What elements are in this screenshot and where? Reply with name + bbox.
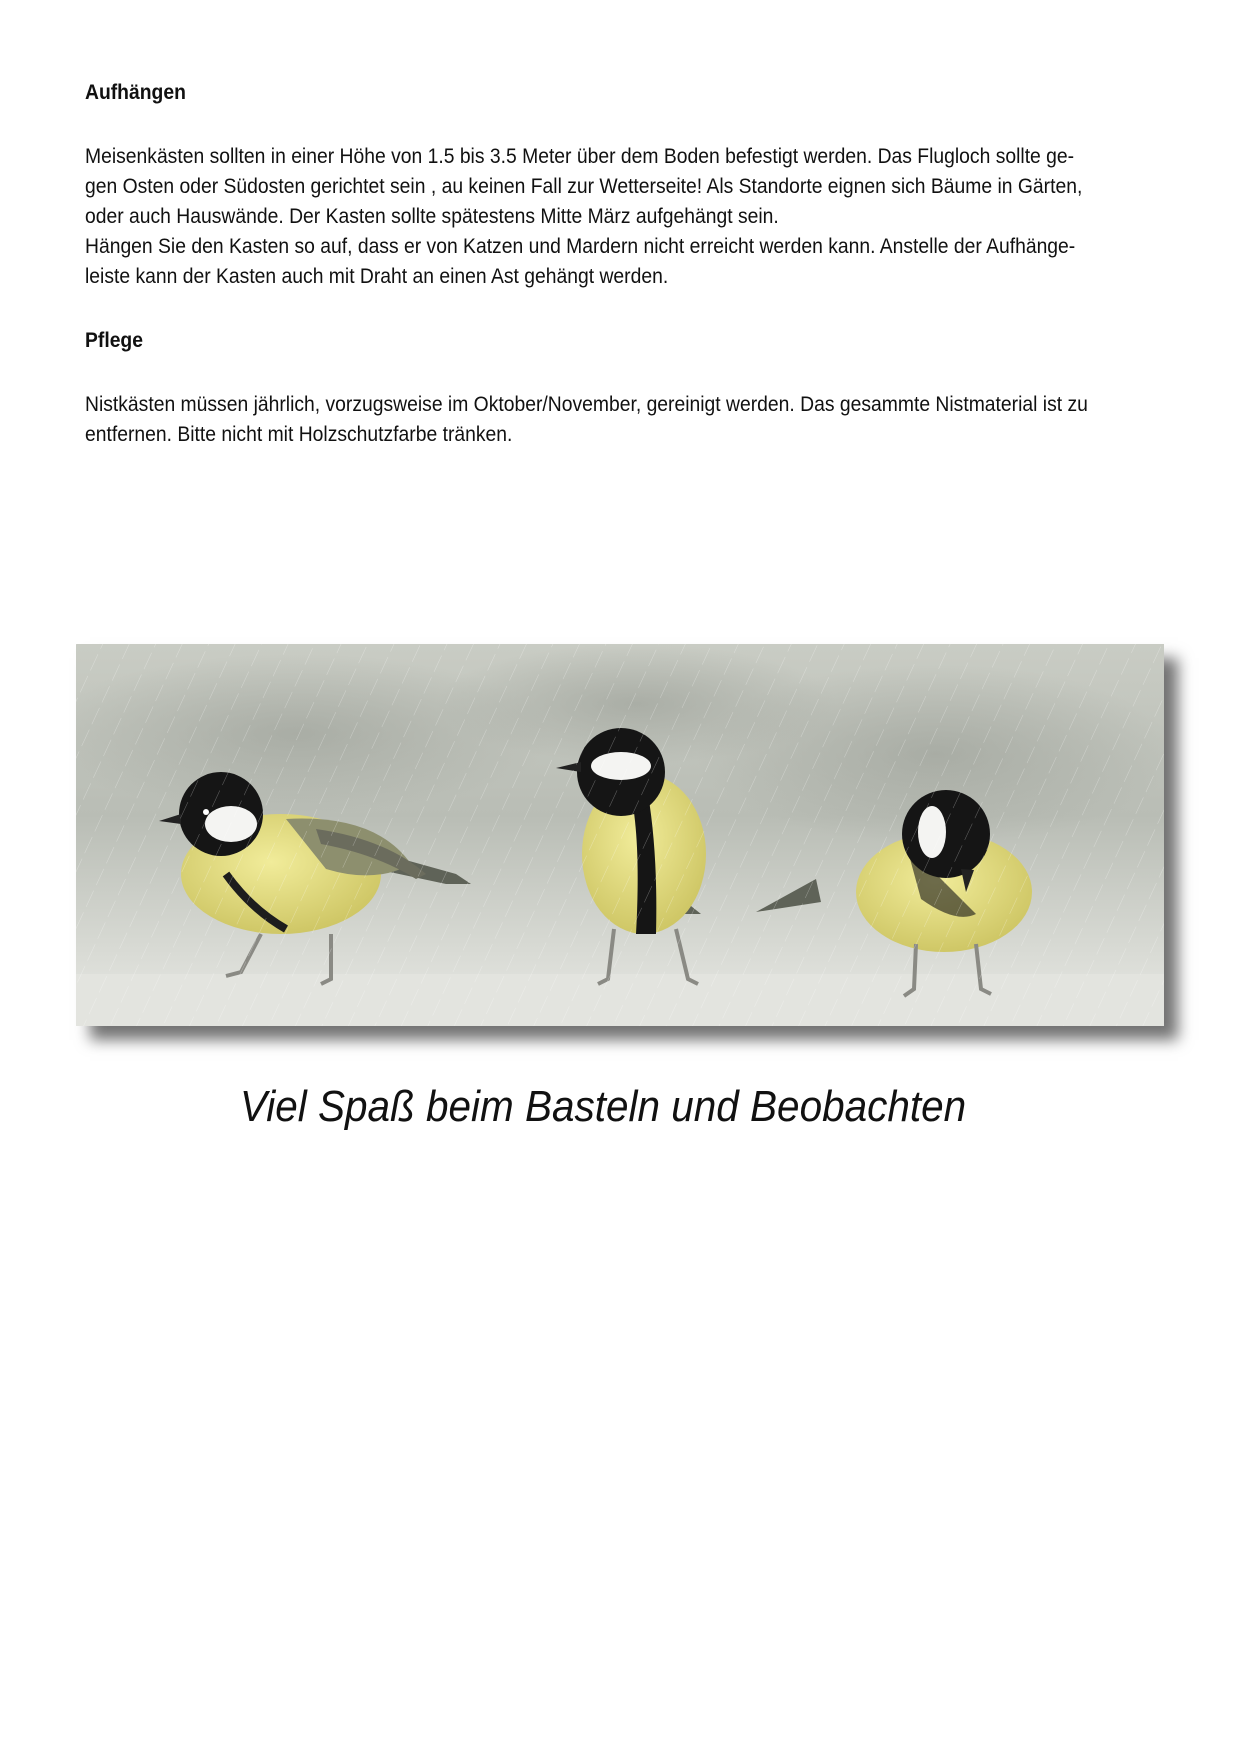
text-line: leiste kann der Kasten auch mit Draht an einen Ast gehängt werden. xyxy=(85,265,669,288)
section-heading-aufhaengen: Aufhängen xyxy=(85,81,186,104)
text-line: Hängen Sie den Kasten so auf, dass er von Katzen und Mardern nicht erreicht werden kann. Anstelle der Aufhänge- xyxy=(85,235,1076,258)
text-block xyxy=(85,78,1155,450)
paragraph-aufhaengen xyxy=(85,142,1155,292)
birds-photo xyxy=(76,644,1164,1026)
birds-photo-icon xyxy=(76,644,1164,1026)
text-line: oder auch Hauswände. Der Kasten sollte spätestens Mitte März aufgehängt sein. xyxy=(85,205,779,228)
text-line: Nistkästen müssen jährlich, vorzugsweise im Oktober/November, gereinigt werden. Das gesammte Nistmaterial ist zu xyxy=(85,393,1088,416)
section-heading-pflege: Pflege xyxy=(85,329,143,352)
text-line: Meisenkästen sollten in einer Höhe von 1.5 bis 3.5 Meter über dem Boden befestigt werden. Das Flugloch sollte ge- xyxy=(85,145,1075,168)
text-line: entfernen. Bitte nicht mit Holzschutzfarbe tränken. xyxy=(85,423,513,446)
closing-caption: Viel Spaß beim Basteln und Beobachten xyxy=(240,1082,967,1131)
text-line: gen Osten oder Südosten gerichtet sein , au keinen Fall zur Wetterseite! Als Standorte eignen sich Bäume in Gärten, xyxy=(85,175,1083,198)
paragraph-pflege xyxy=(85,390,1155,450)
